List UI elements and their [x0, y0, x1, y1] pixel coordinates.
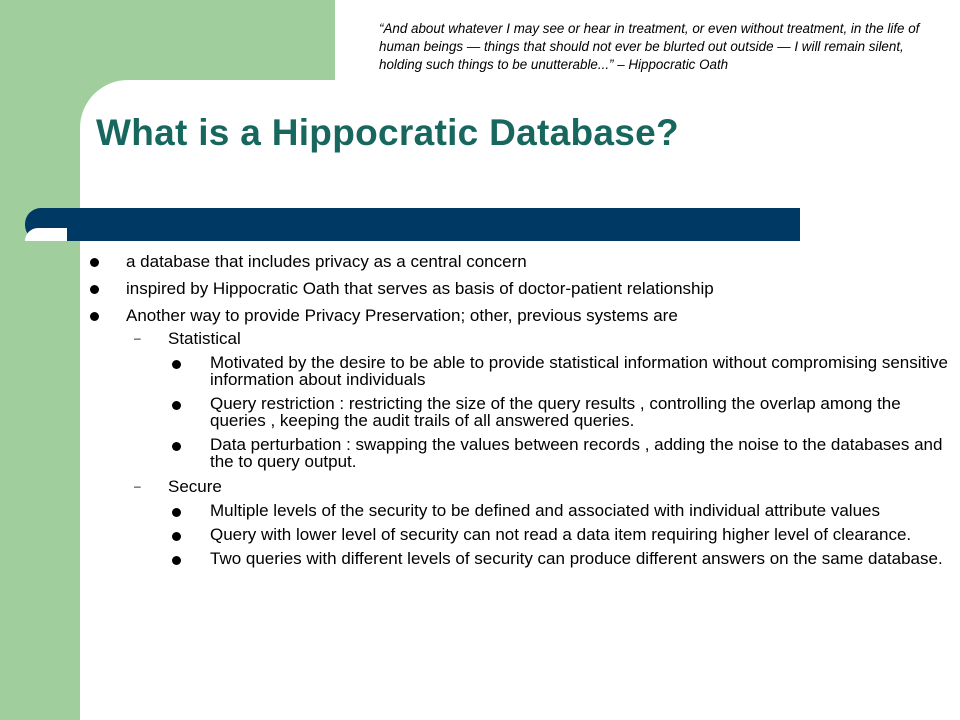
bullet-dot-icon: [172, 508, 181, 517]
bullet-dot-icon: [172, 532, 181, 541]
bullet-dot-icon: [172, 360, 181, 369]
bullet-list: [86, 252, 956, 567]
bullet-item: [86, 279, 956, 298]
detail-text: Multiple levels of the security to be defined and associated with individual attribute values: [210, 501, 880, 520]
detail-item: [168, 526, 956, 543]
sub-section-list: [126, 329, 956, 567]
title-underline-bar: [25, 208, 800, 241]
bullet-text: Another way to provide Privacy Preservation; other, previous systems are: [126, 306, 678, 325]
bullet-dot-icon: [172, 401, 181, 410]
bullet-text: inspired by Hippocratic Oath that serves as basis of doctor-patient relationship: [126, 279, 714, 298]
bullet-dot-icon: [172, 442, 181, 451]
bullet-text: a database that includes privacy as a central concern: [126, 252, 527, 271]
detail-text: Two queries with different levels of security can produce different answers on the same database.: [210, 549, 943, 568]
slide-title: What is a Hippocratic Database?: [96, 112, 679, 153]
detail-list: [168, 354, 956, 470]
sub-section-label: Statistical: [168, 329, 241, 348]
detail-text: Data perturbation : swapping the values between records , adding the noise to the databases and the to query output.: [210, 435, 943, 471]
bullet-dot-icon: [172, 556, 181, 565]
detail-text: Query with lower level of security can not read a data item requiring higher level of clearance.: [210, 525, 912, 544]
detail-item: [168, 395, 956, 429]
hippocratic-oath-quote: “And about whatever I may see or hear in treatment, or even without treatment, in the life of human beings — things that should not ever be blurted out outside — I will remain silent, holding such things to be unutterable...” – Hippocratic Oath: [379, 21, 920, 72]
sub-section-statistical: [126, 329, 956, 470]
sub-section-secure: [126, 477, 956, 567]
detail-text: Query restriction : restricting the size of the query results , controlling the overlap among the queries , keeping the audit trails of all answered queries.: [210, 394, 901, 430]
bullet-dot-icon: [90, 312, 99, 321]
bullet-item: [86, 306, 956, 567]
detail-item: [168, 354, 956, 388]
detail-item: [168, 550, 956, 567]
dash-marker: –: [134, 479, 141, 493]
slide-body: [86, 252, 956, 575]
sub-section-label: Secure: [168, 477, 222, 496]
bullet-item: [86, 252, 956, 271]
detail-text: Motivated by the desire to be able to provide statistical information without compromising sensitive information about individuals: [210, 353, 948, 389]
detail-item: [168, 436, 956, 470]
dash-marker: –: [134, 331, 141, 345]
detail-list: [168, 502, 956, 567]
detail-item: [168, 502, 956, 519]
bullet-dot-icon: [90, 285, 99, 294]
bullet-dot-icon: [90, 258, 99, 267]
title-bar-notch: [25, 228, 67, 241]
